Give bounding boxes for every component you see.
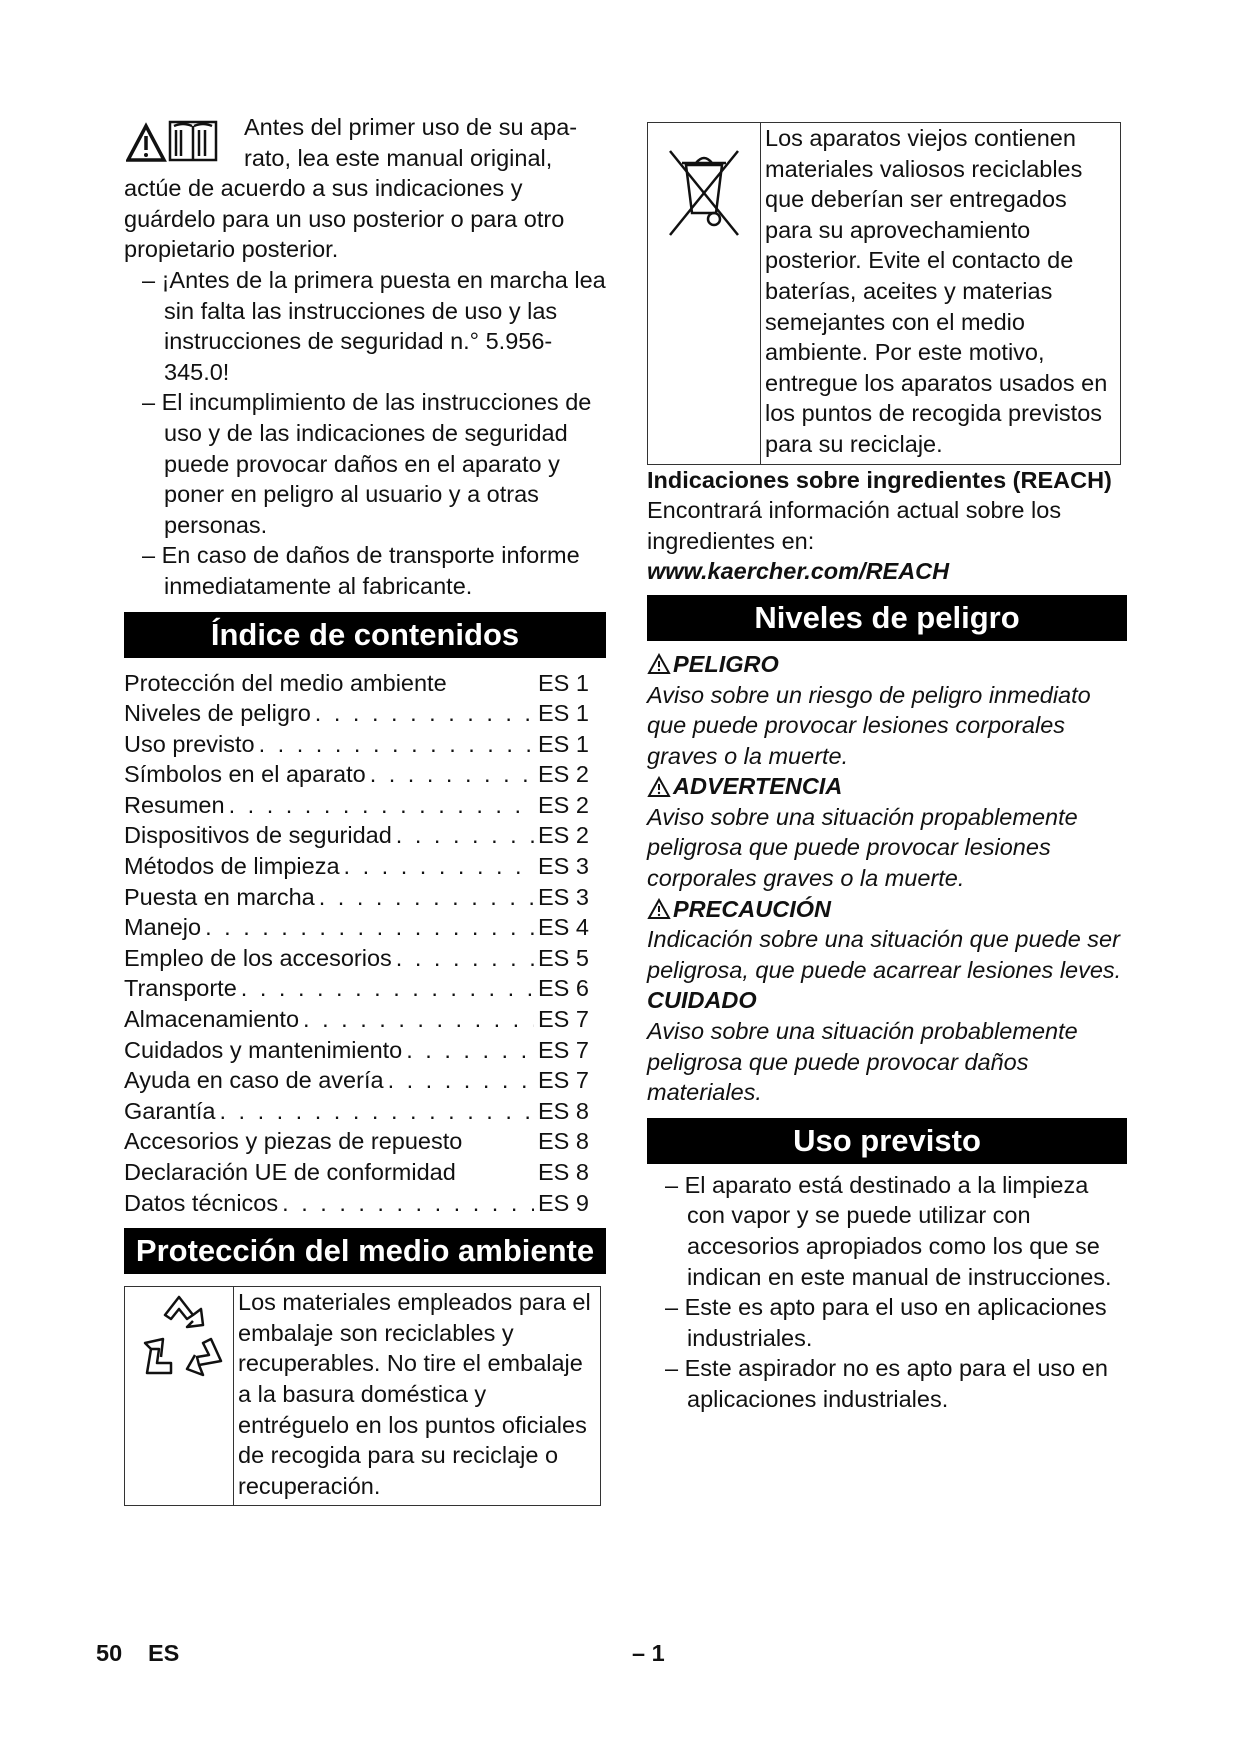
section-page: – 1 [632,1640,665,1666]
toc-item-page: ES 6 [538,975,589,1002]
intro-line-1: Antes del primer uso de su apa- [244,114,578,140]
recycling-box [124,1286,601,1506]
toc-leader [462,1126,534,1157]
toc-item-page: ES 7 [538,1067,589,1094]
toc-heading: Índice de contenidos [124,612,606,658]
toc-item-title: Protección del medio ambiente [124,669,447,696]
hazard-label: ADVERTENCIA [673,773,843,800]
toc-list [124,668,606,1219]
toc-item-page: ES 3 [538,883,589,910]
toc-leader [299,1004,534,1035]
toc-leader [315,882,534,913]
toc-leader [402,1035,534,1066]
old-devices-text: Los aparatos viejos contienen materiales valiosos reciclables que deberían ser entregados para su aprovechamiento posterior. Evite el contacto de baterías, aceites y materias semejantes con el medio ambiente. Por este motivo, entregue los aparatos usados en los puntos de recogida previstos para su reciclaje. [765,125,1108,457]
intro [124,112,606,602]
hazard-heading: Niveles de peligro [647,595,1127,641]
hazard-level-title [647,649,1127,680]
warning-triangle-icon [128,126,164,160]
toc-item-title: Niveles de peligro [124,700,311,727]
toc-item[interactable] [124,729,606,760]
reach-text: Encontrará información actual sobre los ingredientes en: [647,497,1062,554]
old-devices-box [647,122,1121,465]
toc-item-title: Almacenamiento [124,1006,300,1033]
toc-leader [392,820,534,851]
toc-item[interactable] [124,668,606,699]
toc-leader [201,912,534,943]
recycling-icon-cell [125,1287,234,1505]
crossed-bin-icon-cell [648,123,761,464]
warning-manual-icons [126,118,236,178]
toc-item[interactable] [124,1188,606,1219]
toc-item-title: Empleo de los accesorios [124,944,392,971]
toc-item-page: ES 9 [538,1189,589,1216]
toc-item-page: ES 8 [538,1097,589,1124]
hazard-triangle-icon [647,653,671,675]
page-number: 50 [96,1640,123,1666]
toc-item[interactable] [124,973,606,1004]
reach-link[interactable]: www.kaercher.com/REACH [647,558,950,585]
toc-item-page: ES 1 [538,669,589,696]
toc-item-title: Manejo [124,914,202,941]
toc-item-page: ES 2 [538,761,589,788]
toc-item-page: ES 2 [538,791,589,818]
toc-leader [384,1065,534,1096]
environment-heading: Protección del medio ambiente [124,1228,606,1274]
toc-item-page: ES 1 [538,700,589,727]
toc-item-title: Garantía [124,1097,216,1124]
reach-heading: Indicaciones sobre ingredientes (REACH) [647,466,1112,493]
toc-item[interactable] [124,1065,606,1096]
intended-use-bullet: – Este es apto para el uso en aplicaciones industriales. [665,1294,1107,1351]
toc-leader [340,851,534,882]
intended-use-text: Este es apto para el uso en aplicaciones industriales. [684,1294,1107,1351]
toc-item[interactable] [124,1035,606,1066]
toc-item-page: ES 7 [538,1006,589,1033]
left-column [124,112,606,1506]
toc-item[interactable] [124,790,606,821]
toc-item-title: Declaración UE de conformidad [124,1159,456,1185]
toc-item-title: Métodos de limpieza [124,853,340,880]
toc-leader [255,729,534,760]
toc-item-title: Puesta en marcha [124,883,315,910]
toc-item[interactable] [124,882,606,913]
toc-item-page: ES 8 [538,1159,589,1185]
intro-rest: actúe de acuerdo a sus indicaciones y guárdelo para un uso posterior o para otro propietario posterior. [124,175,565,263]
toc-leader [237,973,534,1004]
toc-item[interactable] [124,698,606,729]
intro-bullet-text: En caso de daños de transporte informe inmediatamente al fabricante. [161,542,580,599]
toc-item-page: ES 2 [538,822,589,849]
toc-item-page: ES 1 [538,730,589,757]
intro-bullet: – ¡Antes de la primera puesta en marcha lea sin falta las instrucciones de uso y las instrucciones de seguridad n.° 5.956-345.0! [142,266,606,385]
toc-item-page: ES 3 [538,853,589,880]
toc-item-page: ES 5 [538,944,589,971]
intro-bullet: – El incumplimiento de las instrucciones de uso y de las indicaciones de seguridad puede provocar daños en el aparato y poner en peligro al usuario y a otras personas. [142,389,592,538]
toc-item[interactable] [124,1004,606,1035]
toc-item-title: Transporte [124,975,237,1002]
hazard-text: Aviso sobre un riesgo de peligro inmediato que puede provocar lesiones corporales graves o la muerte. [647,681,1091,769]
hazard-level-title [647,771,1127,802]
toc-leader [366,759,534,790]
intended-use-list [647,1170,1127,1415]
toc-item-page: ES 8 [538,1128,589,1155]
hazard-text: Indicación sobre una situación que puede ser peligrosa, que puede acarrear lesiones leves. [647,926,1122,983]
intended-use-text: El aparato está destinado a la limpieza con vapor y se puede utilizar con accesorios apropiados como los que se indican en este manual de instrucciones. [684,1171,1112,1290]
language-code: ES [148,1640,180,1666]
hazard-levels [647,649,1127,1108]
toc-item[interactable] [124,1096,606,1127]
toc-item[interactable] [124,943,606,974]
toc-item[interactable] [124,1157,606,1188]
toc-item[interactable] [124,912,606,943]
intro-bullet-text: El incumplimiento de las instrucciones de uso y de las indicaciones de seguridad puede provocar daños en el aparato y poner en peligro al usuario y a otras personas. [161,389,592,538]
hazard-label: PELIGRO [673,650,779,677]
hazard-label: CUIDADO [647,987,757,1014]
hazard-text: Aviso sobre una situación propablemente peligrosa que puede provocar lesiones corporales graves o la muerte. [647,803,1078,892]
toc-item[interactable] [124,1126,606,1157]
hazard-level-title [647,894,1127,925]
toc-item-title: Dispositivos de seguridad [124,822,392,849]
hazard-label: PRECAUCIÓN [673,895,831,922]
intro-bullet-text: ¡Antes de la primera puesta en marcha lea sin falta las instrucciones de uso y las instrucciones de seguridad n.° 5.956-345.0! [161,266,606,385]
toc-leader [278,1188,534,1219]
toc-item-title: Accesorios y piezas de repuesto [124,1128,463,1155]
recycling-text: Los materiales empleados para el embalaje son reciclables y recuperables. No tire el embalaje a la basura doméstica y entréguelo en los puntos oficiales de recogida para su reciclaje o recuperación. [238,1289,591,1499]
toc-item-title: Datos técnicos [124,1189,279,1216]
toc-item-title: Ayuda en caso de avería [124,1067,384,1094]
intended-use-bullet: – Este aspirador no es apto para el uso en aplicaciones industriales. [665,1355,1108,1412]
toc-leader [392,943,534,974]
toc-leader [225,790,534,821]
toc-item-title: Resumen [124,791,225,818]
crossed-bin-icon [664,143,744,243]
toc-item-title: Símbolos en el aparato [124,761,366,788]
hazard-text: Aviso sobre una situación probablemente peligrosa que puede provocar daños materiales. [647,1018,1078,1106]
toc-item-title: Uso previsto [124,730,255,757]
intro-bullet: – En caso de daños de transporte informe inmediatamente al fabricante. [142,542,580,599]
toc-leader [456,1157,534,1188]
intended-use-heading: Uso previsto [647,1118,1127,1164]
toc-item-title: Cuidados y mantenimiento [124,1036,403,1063]
manual-book-icon [170,122,216,160]
hazard-triangle-icon [647,898,671,920]
intro-line-2: rato, lea este manual original, [244,144,553,171]
recycling-icon [131,1287,227,1397]
hazard-level-title [647,985,1127,1016]
hazard-triangle-icon [647,776,671,798]
toc-leader [447,668,534,699]
right-column [647,122,1127,1415]
intended-use-text: Este aspirador no es apto para el uso en aplicaciones industriales. [684,1355,1108,1412]
toc-item[interactable] [124,759,606,790]
toc-item-page: ES 7 [538,1036,589,1063]
toc-leader [215,1096,534,1127]
toc-item-page: ES 4 [538,914,589,941]
toc-item[interactable] [124,851,606,882]
intended-use-bullet: – El aparato está destinado a la limpieza con vapor y se puede utilizar con accesorios apropiados como los que se indican en este manual de instrucciones. [665,1171,1112,1290]
toc-leader [311,698,534,729]
toc-item[interactable] [124,820,606,851]
